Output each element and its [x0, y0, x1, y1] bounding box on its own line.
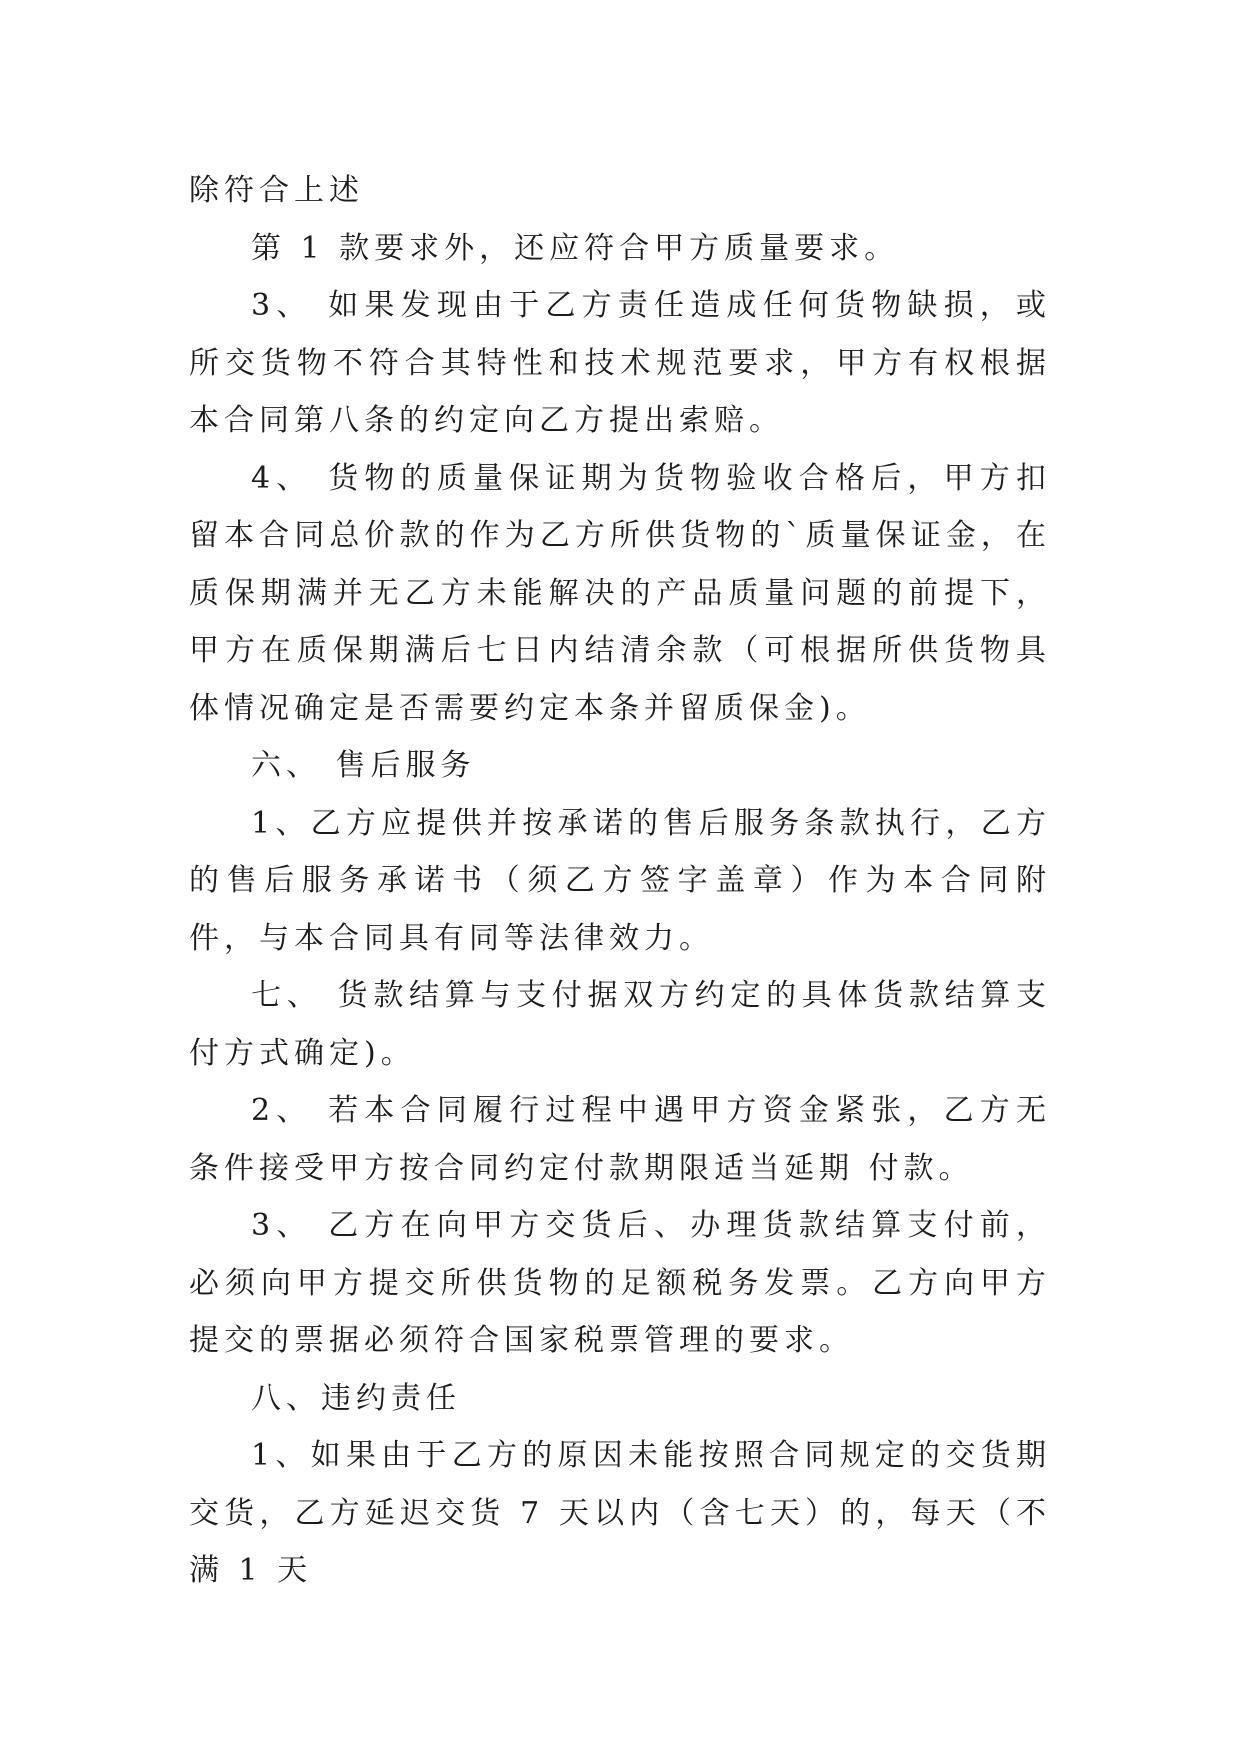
paragraph-after-sales-1: 1、乙方应提供并按承诺的售后服务条款执行，乙方的售后服务承诺书（须乙方签字盖章）作为本合同附件，与本合同具有同等法律效力。: [189, 805, 1051, 956]
paragraph-liability-1: 1、如果由于乙方的原因未能按照合同规定的交货期交货，乙方延迟交货 7 天以内（含七天）的，每天（不满 1 天: [189, 1438, 1051, 1588]
section-heading-after-sales: 六、 售后服务: [251, 748, 476, 783]
paragraph-payment-3: 3、 乙方在向甲方交货后、办理货款结算支付前，必须向甲方提交所供货物的足额税务发票。乙方向甲方提交的票据必须符合国家税票管理的要求。: [189, 1208, 1051, 1358]
paragraph-payment-2: 2、 若本合同履行过程中遇甲方资金紧张，乙方无条件接受甲方按合同约定付款期限适当延期 付款。: [189, 1093, 1051, 1186]
paragraph-clause-4-warranty: 4、 货物的质量保证期为货物验收合格后，甲方扣留本合同总价款的作为乙方所供货物的`质量保证金，在质保期满并无乙方未能解决的产品质量问题的前提下，甲方在质保期满后七日内结清余款（可根据所供货物具体情况确定是否需要约定本条并留质保金)。: [189, 460, 1051, 726]
document-body: [189, 162, 1051, 1600]
section-heading-liability: 八、违约责任: [251, 1380, 461, 1416]
paragraph-clause-3-claims: 3、 如果发现由于乙方责任造成任何货物缺损，或所交货物不符合其特性和技术规范要求，甲方有权根据本合同第八条的约定向乙方提出索赔。: [189, 288, 1051, 438]
paragraph-continuation: 除符合上述: [189, 173, 364, 208]
section-heading-payment: 七、 货款结算与支付据双方约定的具体货款结算支付方式确定)。: [189, 978, 1051, 1071]
paragraph-quality-requirement: 第 1 款要求外，还应符合甲方质量要求。: [251, 230, 900, 266]
